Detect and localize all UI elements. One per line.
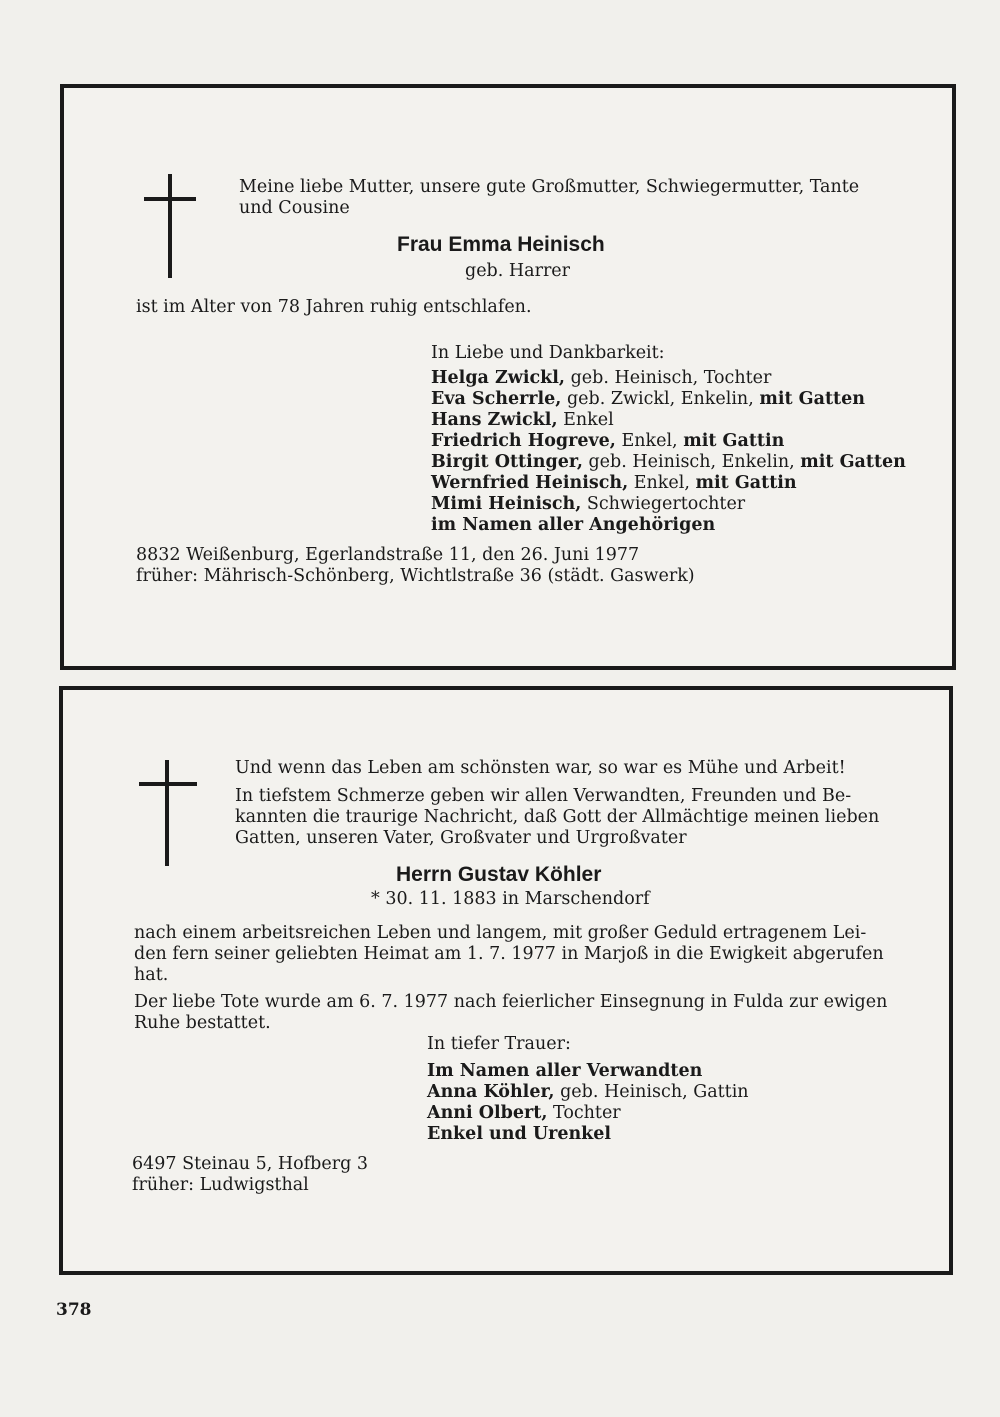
obituary-notice-gustav-koehler xyxy=(59,686,953,1275)
statement: ist im Alter von 78 Jahren ruhig entschlafen. xyxy=(136,297,532,317)
body-line-2: den fern seiner geliebten Heimat am 1. 7. 1977 in Marjoß in die Ewigkeit abgerufen xyxy=(134,944,884,964)
address-line-1: 6497 Steinau 5, Hofberg 3 xyxy=(132,1154,368,1174)
mourner-row: im Namen aller Angehörigen xyxy=(431,515,716,535)
address-line-2: früher: Mährisch-Schönberg, Wichtlstraße 36 (städt. Gaswerk) xyxy=(136,566,695,586)
birth-name: geb. Harrer xyxy=(465,261,571,281)
mourner-row: Anna Köhler, geb. Heinisch, Gattin xyxy=(427,1082,749,1102)
page-number: 378 xyxy=(56,1300,92,1320)
mourner-row: Mimi Heinisch, Schwiegertochter xyxy=(431,494,746,514)
body-line-4: Der liebe Tote wurde am 6. 7. 1977 nach feierlicher Einsegnung in Fulda zur ewigen xyxy=(134,992,888,1012)
intro-line-1: Und wenn das Leben am schönsten war, so war es Mühe und Arbeit! xyxy=(235,758,846,778)
deceased-name: Frau Emma Heinisch xyxy=(397,233,605,256)
birth-info: * 30. 11. 1883 in Marschendorf xyxy=(371,889,650,909)
cross-icon xyxy=(144,174,196,278)
address-line-1: 8832 Weißenburg, Egerlandstraße 11, den 26. Juni 1977 xyxy=(136,545,640,565)
mourners-heading: In tiefer Trauer: xyxy=(427,1034,571,1054)
cross-icon xyxy=(139,760,197,866)
obituary-notice-emma-heinisch xyxy=(60,84,956,670)
intro-line-2: und Cousine xyxy=(239,198,350,218)
address-line-2: früher: Ludwigsthal xyxy=(132,1175,309,1195)
mourner-row: Wernfried Heinisch, Enkel, mit Gattin xyxy=(431,473,797,493)
mourner-row: Hans Zwickl, Enkel xyxy=(431,410,614,430)
mourner-row: Im Namen aller Verwandten xyxy=(427,1061,703,1081)
mourner-row: Helga Zwickl, geb. Heinisch, Tochter xyxy=(431,368,772,388)
mourner-row: Eva Scherrle, geb. Zwickl, Enkelin, mit Gatten xyxy=(431,389,865,409)
mourners-list xyxy=(431,368,906,536)
intro-line-4: Gatten, unseren Vater, Großvater und Urgroßvater xyxy=(235,828,687,848)
body-line-3: hat. xyxy=(134,965,169,985)
deceased-name: Herrn Gustav Köhler xyxy=(396,863,602,886)
mourner-row: Friedrich Hogreve, Enkel, mit Gattin xyxy=(431,431,785,451)
mourners-list xyxy=(427,1061,749,1145)
mourner-row: Birgit Ottinger, geb. Heinisch, Enkelin, mit Gatten xyxy=(431,452,906,472)
mourner-row: Anni Olbert, Tochter xyxy=(427,1103,621,1123)
body-line-5: Ruhe bestattet. xyxy=(134,1013,271,1033)
mourners-heading: In Liebe und Dankbarkeit: xyxy=(431,343,665,363)
body-line-1: nach einem arbeitsreichen Leben und langem, mit großer Geduld ertragenem Lei- xyxy=(134,923,867,943)
mourner-row: Enkel und Urenkel xyxy=(427,1124,612,1144)
intro-line-3: kannten die traurige Nachricht, daß Gott der Allmächtige meinen lieben xyxy=(235,807,880,827)
intro-line-2: In tiefstem Schmerze geben wir allen Verwandten, Freunden und Be- xyxy=(235,786,852,806)
intro-line-1: Meine liebe Mutter, unsere gute Großmutter, Schwiegermutter, Tante xyxy=(239,177,860,197)
